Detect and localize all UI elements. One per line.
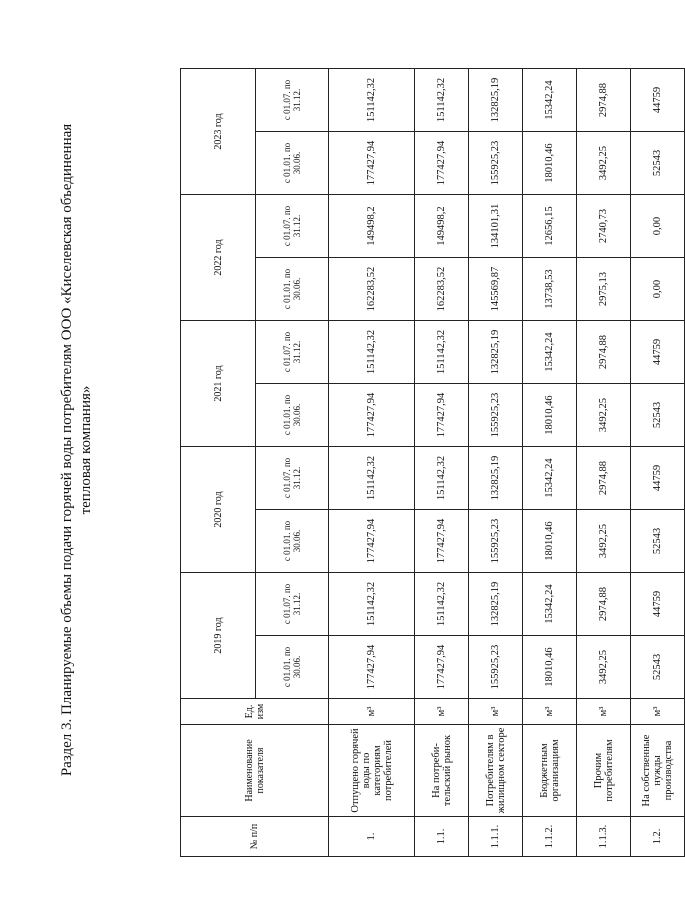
row-value: 2740,73 xyxy=(577,195,631,258)
header-num: № п/п xyxy=(181,817,329,857)
row-value: 151142,32 xyxy=(415,447,469,510)
row-value: 177427,94 xyxy=(329,510,415,573)
row-value: 3492,25 xyxy=(577,636,631,699)
title-line-1: Раздел 3. Планируемые объемы подачи горячей воды потребителям ООО «Киселевская объединенная xyxy=(59,123,75,777)
header-unit: Ед. изм xyxy=(181,699,329,725)
header-period: с 01.01. по 30.06. xyxy=(256,258,329,321)
row-number: 1. xyxy=(329,817,415,857)
header-period: с 01.01. по 30.06. xyxy=(256,384,329,447)
row-unit: м³ xyxy=(415,699,469,725)
row-value: 52543 xyxy=(631,384,685,447)
header-name: Наименование показателя xyxy=(181,725,329,817)
header-period: с 01.01. по 30.06. xyxy=(256,636,329,699)
header-year-2022: 2022 год xyxy=(181,195,256,321)
header-period: с 01.07. по 31.12. xyxy=(256,69,329,132)
row-name: Отпущено горячей воды по категориям потребителей xyxy=(329,725,415,817)
row-value: 12656,15 xyxy=(523,195,577,258)
row-value: 2974,88 xyxy=(577,69,631,132)
row-name: Потребителям в жилищном секторе xyxy=(469,725,523,817)
header-year-2020: 2020 год xyxy=(181,447,256,573)
header-period: с 01.07. по 31.12. xyxy=(256,195,329,258)
row-name: На собственные нужды производства xyxy=(631,725,685,817)
hot-water-volume-table xyxy=(180,68,685,857)
row-value: 44759 xyxy=(631,447,685,510)
row-value: 132825,19 xyxy=(469,321,523,384)
row-value: 44759 xyxy=(631,69,685,132)
table-body xyxy=(329,69,685,857)
header-year-2021: 2021 год xyxy=(181,321,256,447)
row-number: 1.1.3. xyxy=(577,817,631,857)
header-year-2023: 2023 год xyxy=(181,69,256,195)
table-row xyxy=(469,69,523,857)
row-value: 177427,94 xyxy=(329,636,415,699)
header-period: с 01.07. по 31.12. xyxy=(256,321,329,384)
row-name: Бюджетным организациям xyxy=(523,725,577,817)
row-value: 13738,53 xyxy=(523,258,577,321)
row-value: 3492,25 xyxy=(577,384,631,447)
row-value: 151142,32 xyxy=(329,69,415,132)
row-value: 3492,25 xyxy=(577,510,631,573)
section-title xyxy=(58,55,96,845)
row-number: 1.1. xyxy=(415,817,469,857)
row-value: 0,00 xyxy=(631,195,685,258)
row-value: 18010,46 xyxy=(523,636,577,699)
row-unit: м³ xyxy=(523,699,577,725)
row-value: 44759 xyxy=(631,321,685,384)
row-name: Прочим потребителям xyxy=(577,725,631,817)
row-value: 155925,23 xyxy=(469,384,523,447)
row-number: 1.1.2. xyxy=(523,817,577,857)
row-value: 2974,88 xyxy=(577,447,631,510)
row-value: 132825,19 xyxy=(469,447,523,510)
row-value: 177427,94 xyxy=(415,132,469,195)
row-value: 151142,32 xyxy=(329,321,415,384)
row-unit: м³ xyxy=(631,699,685,725)
row-value: 177427,94 xyxy=(329,132,415,195)
row-value: 18010,46 xyxy=(523,510,577,573)
row-value: 151142,32 xyxy=(415,69,469,132)
row-value: 52543 xyxy=(631,132,685,195)
row-unit: м³ xyxy=(329,699,415,725)
row-value: 15342,24 xyxy=(523,447,577,510)
row-value: 134101,31 xyxy=(469,195,523,258)
row-value: 177427,94 xyxy=(415,510,469,573)
row-value: 44759 xyxy=(631,573,685,636)
table-row xyxy=(577,69,631,857)
row-value: 18010,46 xyxy=(523,132,577,195)
row-value: 155925,23 xyxy=(469,636,523,699)
row-value: 15342,24 xyxy=(523,321,577,384)
row-value: 151142,32 xyxy=(415,321,469,384)
header-period: с 01.07. по 31.12. xyxy=(256,573,329,636)
row-unit: м³ xyxy=(469,699,523,725)
row-value: 18010,46 xyxy=(523,384,577,447)
row-value: 151142,32 xyxy=(329,447,415,510)
row-value: 145569,87 xyxy=(469,258,523,321)
row-number: 1.1.1. xyxy=(469,817,523,857)
row-number: 1.2. xyxy=(631,817,685,857)
row-value: 162283,52 xyxy=(329,258,415,321)
row-unit: м³ xyxy=(577,699,631,725)
row-value: 52543 xyxy=(631,636,685,699)
row-value: 3492,25 xyxy=(577,132,631,195)
row-name: На потреби-тельский рынок xyxy=(415,725,469,817)
header-row-years xyxy=(181,69,256,857)
row-value: 0,00 xyxy=(631,258,685,321)
table-row xyxy=(329,69,415,857)
row-value: 149498,2 xyxy=(329,195,415,258)
row-value: 155925,23 xyxy=(469,132,523,195)
row-value: 149498,2 xyxy=(415,195,469,258)
row-value: 15342,24 xyxy=(523,573,577,636)
row-value: 132825,19 xyxy=(469,573,523,636)
row-value: 151142,32 xyxy=(329,573,415,636)
row-value: 151142,32 xyxy=(415,573,469,636)
header-period: с 01.07. по 31.12. xyxy=(256,447,329,510)
row-value: 162283,52 xyxy=(415,258,469,321)
row-value: 2974,88 xyxy=(577,573,631,636)
table-row xyxy=(523,69,577,857)
row-value: 15342,24 xyxy=(523,69,577,132)
row-value: 2974,88 xyxy=(577,321,631,384)
row-value: 177427,94 xyxy=(329,384,415,447)
row-value: 177427,94 xyxy=(415,636,469,699)
table-row xyxy=(631,69,685,857)
row-value: 132825,19 xyxy=(469,69,523,132)
header-period: с 01.01. по 30.06. xyxy=(256,132,329,195)
row-value: 2975,13 xyxy=(577,258,631,321)
title-line-2: тепловая компания» xyxy=(78,385,94,515)
row-value: 52543 xyxy=(631,510,685,573)
header-period: с 01.01. по 30.06. xyxy=(256,510,329,573)
header-year-2019: 2019 год xyxy=(181,573,256,699)
table-row xyxy=(415,69,469,857)
row-value: 155925,23 xyxy=(469,510,523,573)
row-value: 177427,94 xyxy=(415,384,469,447)
